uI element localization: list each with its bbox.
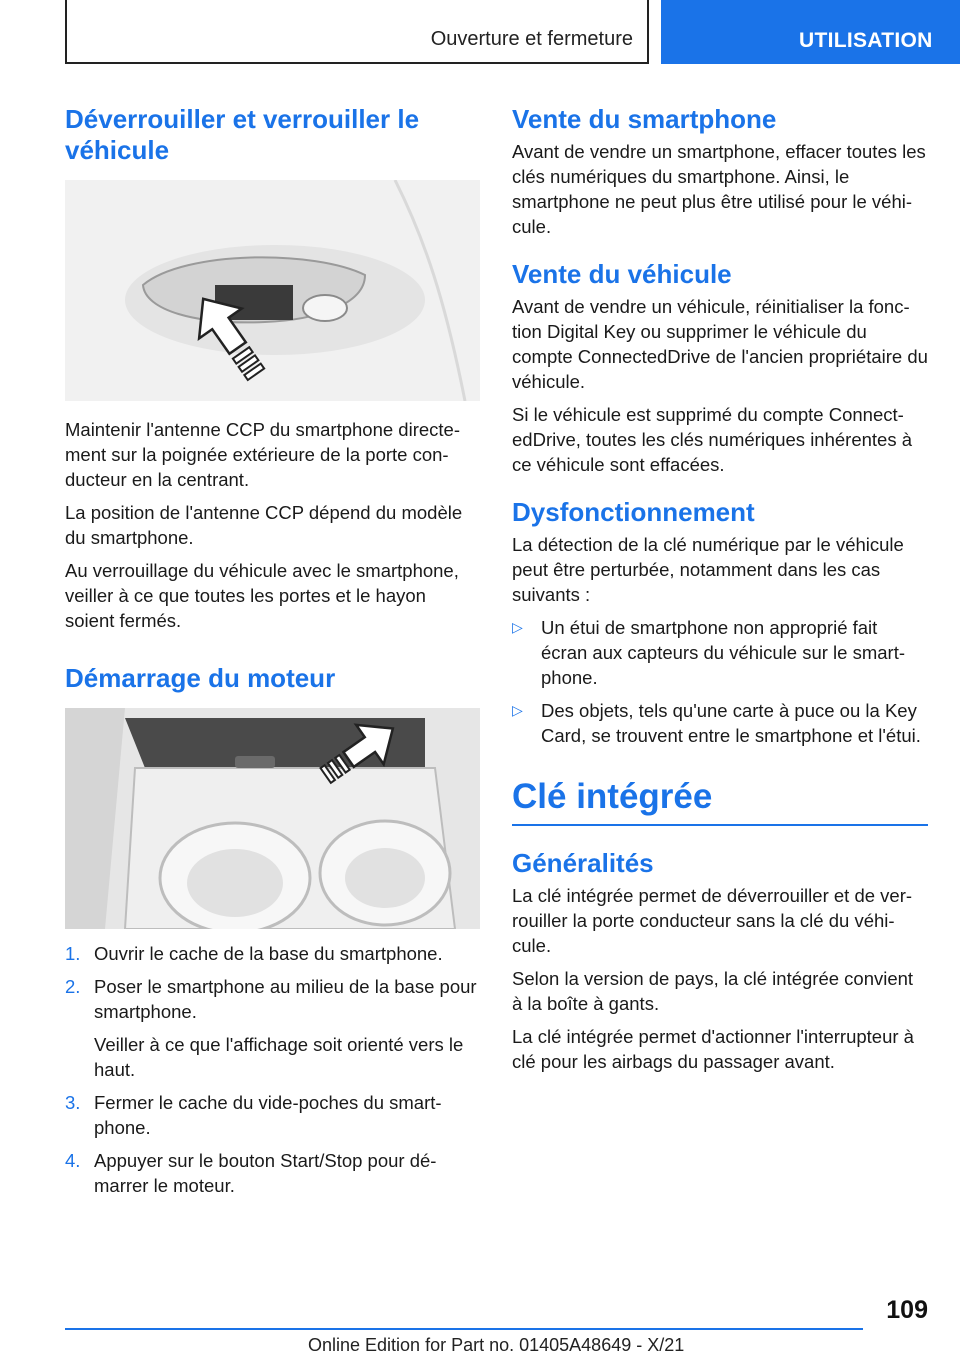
malfunction-bullets [512,615,928,748]
page-number: 109 [886,1296,928,1324]
left-column [65,104,480,1198]
door-handle-illustration [65,180,480,401]
paragraph-general-1: La clé intégrée permet de déverrouiller et de ver-rouiller la porte conducteur sans la clé du véhi-cule. [512,885,913,956]
heading-unlock: Déverrouiller et verrouiller le véhicule [65,104,420,165]
bullet-text: Des objets, tels qu'une carte à puce ou la Key Card, se trouvent entre le smartphone et l'étui. [541,700,921,746]
step-number: 2. [65,976,81,997]
paragraph-general-2: Selon la version de pays, la clé intégrée convient à la boîte à gants. [512,968,914,1014]
heading-start-engine: Démarrage du moteur [65,663,336,693]
heading-general: Généralités [512,848,654,878]
header-section-title: Ouverture et fermeture [430,28,633,50]
bullet-text: Un étui de smartphone non approprié fait écran aux capteurs du véhicule sur le smart-phone. [541,617,906,688]
list-item [65,974,480,1082]
list-item [512,615,928,690]
list-item [65,941,480,966]
paragraph-unlock-1: Maintenir l'antenne CCP du smartphone directe-ment sur la poignée extérieure de la porte con-ducteur en la centrant. [65,419,460,490]
step-text: Ouvrir le cache de la base du smartphone. [94,943,443,964]
list-item [65,1148,480,1198]
paragraph-sale-vehicle-1: Avant de vendre un véhicule, réinitialiser la fonc-tion Digital Key ou supprimer le véhicule du compte ConnectedDrive de l'ancien propriétaire du véhicule. [512,296,928,392]
heading-malfunction: Dysfonctionnement [512,497,755,527]
step-number: 1. [65,943,81,964]
paragraph-unlock-2: La position de l'antenne CCP dépend du modèle du smartphone. [65,502,463,548]
step-text: Fermer le cache du vide-poches du smart-phone. [94,1092,442,1138]
bullet-triangle-icon: ▷ [512,702,523,718]
footer-divider [65,1328,863,1330]
header-section-box [65,0,649,64]
door-handle-figure [65,180,480,401]
right-column [512,104,928,1074]
step-number: 3. [65,1092,81,1113]
header-chapter-tab[interactable] [661,0,960,64]
heading-integrated-key: Clé intégrée [512,777,713,816]
steps-list [65,941,480,1198]
heading-sale-vehicle: Vente du véhicule [512,259,732,289]
paragraph-sale-vehicle-2: Si le véhicule est supprimé du compte Connect-edDrive, toutes les clés numériques inhérentes à ce véhicule sont effacées. [512,404,913,475]
paragraph-malfunction: La détection de la clé numérique par le véhicule peut être perturbée, notamment dans les cas suivants : [512,534,904,605]
section-divider [512,824,928,826]
step-number: 4. [65,1150,81,1171]
paragraph-unlock-3: Au verrouillage du véhicule avec le smartphone, veiller à ce que toutes les portes et le hayon soient fermés. [65,560,459,631]
footer-edition: Online Edition for Part no. 01405A48649 - X/21 [308,1335,685,1355]
step-text: Poser le smartphone au milieu de la base pour smartphone. [94,976,477,1022]
header-chapter-label: UTILISATION [799,29,933,52]
bullet-triangle-icon: ▷ [512,619,523,635]
step-text: Appuyer sur le bouton Start/Stop pour dé-marrer le moteur. [94,1150,437,1196]
paragraph-sale-smartphone: Avant de vendre un smartphone, effacer toutes les clés numériques du smartphone. Ainsi, le smartphone ne peut plus être utilisé pour le véhi-cule. [512,141,926,237]
step-note: Veiller à ce que l'affichage soit orienté vers le haut. [94,1034,464,1080]
heading-sale-smartphone: Vente du smartphone [512,104,777,134]
smartphone-tray-figure [65,708,480,929]
list-item [512,698,928,748]
paragraph-general-3: La clé intégrée permet d'actionner l'interrupteur à clé pour les airbags du passager avant. [512,1026,914,1072]
list-item [65,1090,480,1140]
smartphone-tray-illustration [65,708,480,929]
